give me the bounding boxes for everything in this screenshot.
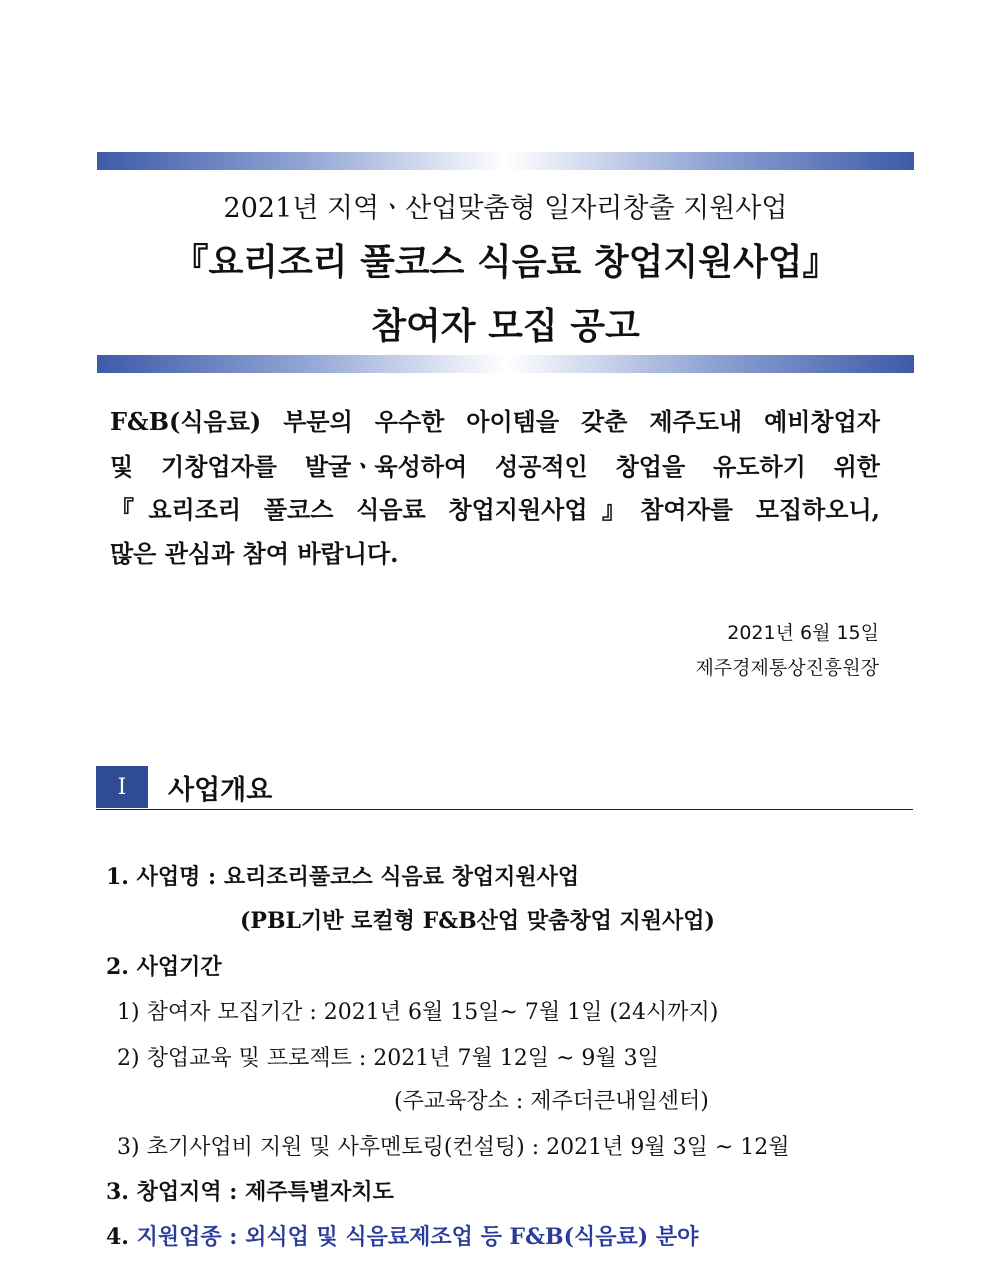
intro-line-4: 많은 관심과 참여 바랍니다. <box>110 539 399 568</box>
title-line-2: 『요리조리 풀코스 식음료 창업지원사업』 <box>172 241 839 283</box>
item-1-subtitle: (PBL기반 로컬형 F&B산업 맞춤창업 지원사업) <box>240 908 715 934</box>
item-2-education-period: 2) 창업교육 및 프로젝트 : 2021년 7월 12일 ~ 9월 3일 <box>117 1046 659 1071</box>
item-1-label: 1. 사업명 : <box>106 864 224 890</box>
section-number-badge: Ⅰ <box>96 766 148 808</box>
issuing-organization: 제주경제통상진흥원장 <box>695 657 879 679</box>
item-2-education-location: (주교육장소 : 제주더큰내일센터) <box>394 1089 709 1114</box>
section-title: 사업개요 <box>168 775 273 806</box>
item-4-number: 4. <box>106 1224 137 1250</box>
title-bottom-bar <box>97 355 914 373</box>
item-4-label: 지원업종 : <box>136 1224 246 1250</box>
title-line-1: 2021년 지역ㆍ산업맞춤형 일자리창출 지원사업 <box>223 193 788 224</box>
item-4-value: 외식업 및 식음료제조업 등 F&B(식음료) 분야 <box>245 1224 699 1250</box>
item-3-label: 3. 창업지역 : <box>106 1179 246 1205</box>
intro-line-1: F&B(식음료) 부문의 우수한 아이템을 갖춘 제주도내 예비창업자 <box>110 407 880 436</box>
section-divider <box>96 809 913 810</box>
intro-line-3: 『요리조리 풀코스 식음료 창업지원사업』참여자를 모집하오니, <box>110 495 880 524</box>
intro-line-2: 및 기창업자를 발굴ㆍ육성하여 성공적인 창업을 유도하기 위한 <box>110 452 880 481</box>
item-3-value: 제주특별자치도 <box>245 1179 394 1205</box>
notice-date: 2021년 6월 15일 <box>727 622 879 644</box>
title-line-3: 참여자 모집 공고 <box>371 305 640 347</box>
item-2-recruitment-period: 1) 참여자 모집기간 : 2021년 6월 15일~ 7월 1일 (24시까지) <box>117 1000 719 1025</box>
item-3-region <box>106 1175 394 1206</box>
item-2-support-period: 3) 초기사업비 지원 및 사후멘토링(컨설팅) : 2021년 9월 3일 ~ 12월 <box>117 1135 790 1160</box>
title-top-bar <box>97 152 914 170</box>
item-1-value: 요리조리풀코스 식음료 창업지원사업 <box>223 864 580 890</box>
item-4-industry <box>106 1220 698 1251</box>
item-1-business-name <box>106 860 579 891</box>
item-2-period-label: 2. 사업기간 <box>106 954 222 980</box>
